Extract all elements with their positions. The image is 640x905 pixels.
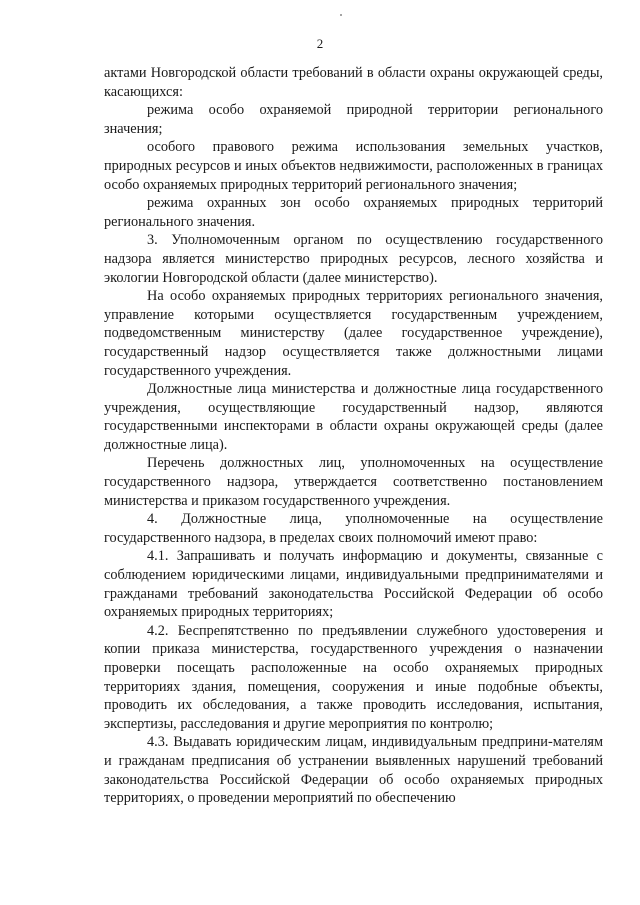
document-body	[104, 64, 603, 808]
paragraph-6: На особо охраняемых природных территориях регионального значения, управление которыми осуществляется государственным учреждением, подведомственным министерству (далее государственное учреждение), государственный надзор осуществляется также должностными лицами государственного учреждения.	[104, 288, 603, 379]
paragraph-11: 4.2. Беспрепятственно по предъявлении служебного удостоверения и копии приказа министерства, государственного учреждения о назначении проверки посещать расположенные на особо охраняемых природных территориях здания, помещения, сооружения и иные подобные объекты, проводить их обследования, а также проводить исследования, испытания, экспертизы, расследования и другие мероприятия по контролю;	[104, 622, 603, 732]
paragraph-9: 4. Должностные лица, уполномоченные на осуществление государственного надзора, в пределах своих полномочий имеют право:	[104, 511, 603, 546]
paragraph-1: актами Новгородской области требований в области охраны окружающей среды, касающихся:	[104, 65, 603, 100]
paragraph-12: 4.3. Выдавать юридическим лицам, индивидуальным предприни-мателям и гражданам предписания об устранении выявленных нарушений требований законодательства Российской Федерации об особо охраняемых природных территориях, о проведении мероприятий по обеспечению	[104, 734, 603, 807]
paragraph-2: режима особо охраняемой природной территории регионального значения;	[104, 102, 603, 137]
paragraph-5: 3. Уполномоченным органом по осуществлению государственного надзора является министерство природных ресурсов, лесного хозяйства и экологии Новгородской области (далее министерство).	[104, 232, 603, 286]
paragraph-3: особого правового режима использования земельных участков, природных ресурсов и иных объектов недвижимости, расположенных в границах особо охраняемых природных территорий регионального значения;	[104, 139, 603, 193]
page-number: 2	[316, 36, 324, 51]
paragraph-4: режима охранных зон особо охраняемых природных территорий регионального значения.	[104, 195, 603, 230]
scan-speck	[340, 14, 342, 16]
paragraph-7: Должностные лица министерства и должностные лица государственного учреждения, осуществляющие государственный надзор, являются государственными инспекторами в области охраны окружающей среды (далее должностные лица).	[104, 381, 603, 453]
paragraph-10: 4.1. Запрашивать и получать информацию и документы, связанные с соблюдением юридическими лицами, индивидуальными предпринимателями и гражданами требований законодательства Российской Федерации об особо охраняемых природных территориях;	[104, 548, 603, 621]
paragraph-8: Перечень должностных лиц, уполномоченных на осуществление государственного надзора, утверждается соответственно постановлением министерства и приказом государственного учреждения.	[104, 455, 603, 509]
